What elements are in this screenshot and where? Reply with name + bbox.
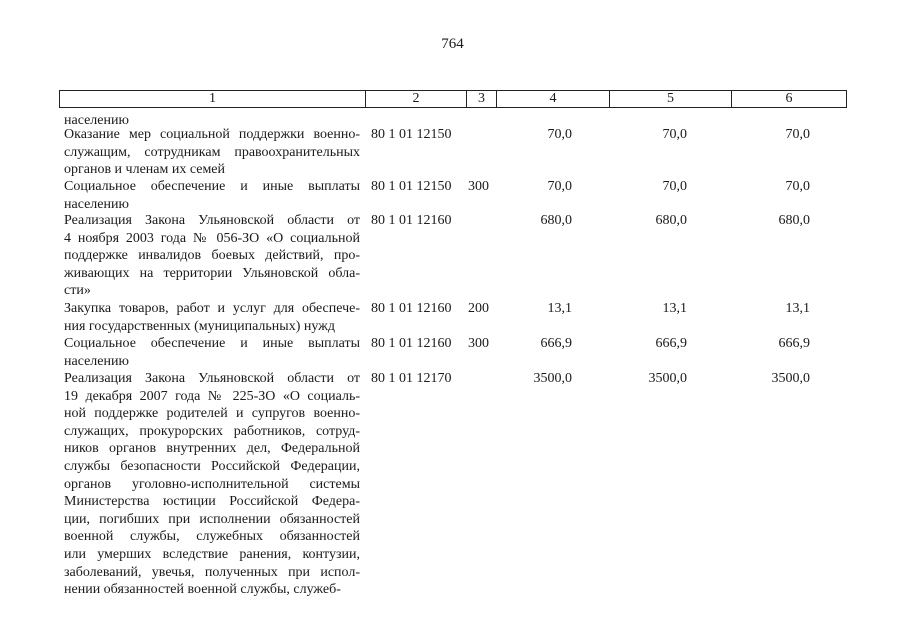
- row-value-2: 13,1: [662, 301, 687, 316]
- row-name: [64, 300, 360, 335]
- row-name-line: Реализация Закона Ульяновской области от: [64, 213, 360, 228]
- row-value-3: 680,0: [778, 213, 810, 228]
- row-name-line: населению: [64, 196, 129, 212]
- row-name-line: Закупка товаров, работ и услуг для обеспече-: [64, 301, 360, 316]
- row-value-2: 70,0: [662, 127, 687, 142]
- row-value-2: 70,0: [662, 179, 687, 194]
- row-code: 80 1 01 12150: [371, 179, 452, 194]
- row-name-line: органов и членам их семей: [64, 162, 226, 178]
- row-value-1: 666,9: [540, 336, 572, 351]
- header-col-2: 2: [366, 91, 467, 107]
- row-name-line: Оказание мер социальной поддержки военно-: [64, 127, 360, 142]
- row-name-line: службы безопасности Российской Федерации,: [64, 458, 360, 474]
- table-header-row: [59, 90, 847, 108]
- header-col-6: 6: [785, 91, 793, 106]
- row-name: [64, 335, 360, 370]
- row-value-3: 70,0: [785, 127, 810, 142]
- row-name-line: нении обязанностей военной службы, служеб-: [64, 582, 341, 598]
- row-name: [64, 212, 360, 300]
- header-col-1: 1: [60, 91, 366, 107]
- row-name-line: военной службы, служебных обязанностей: [64, 529, 360, 545]
- row-name-line: Министерства юстиции Российской Федера-: [64, 494, 360, 510]
- row-value-1: 3500,0: [533, 371, 572, 386]
- row-code: 80 1 01 12160: [371, 213, 452, 228]
- row-value-3: 3500,0: [771, 371, 810, 386]
- row-value-1: 70,0: [547, 127, 572, 142]
- row-name-line: или умерших вследствие ранения, контузии,: [64, 546, 360, 562]
- header-col-5: 5: [610, 91, 732, 107]
- row-code: 80 1 01 12160: [371, 336, 452, 351]
- row-name-line: ции, погибших при исполнении обязанностей: [64, 511, 360, 527]
- row-name-line: сти»: [64, 283, 91, 299]
- row-name-line: Социальное обеспечение и иные выплаты: [64, 179, 360, 194]
- row-value-3: 70,0: [785, 179, 810, 194]
- row-name-line: ников органов внутренних дел, Федеральной: [64, 441, 360, 457]
- row-value-1: 13,1: [547, 301, 572, 316]
- row-name: [64, 126, 360, 179]
- row-value-3: 13,1: [785, 301, 810, 316]
- row-name-line: поддержке инвалидов боевых действий, про-: [64, 248, 360, 264]
- row-code: 80 1 01 12170: [371, 371, 452, 386]
- row-name-line: 4 ноября 2003 года № 056-ЗО «О социальной: [64, 230, 360, 246]
- row-name-line: Реализация Закона Ульяновской области от: [64, 371, 360, 386]
- row-value-2: 3500,0: [648, 371, 687, 386]
- row-value-3: 666,9: [778, 336, 810, 351]
- row-name-line: органов уголовно-исполнительной системы: [64, 476, 360, 492]
- row-name-line: заболеваний, увечья, полученных при испол-: [64, 564, 360, 580]
- row-name-line: ния государственных (муниципальных) нужд: [64, 318, 335, 334]
- row-expense-type: 300: [468, 179, 489, 194]
- row-name: [64, 370, 360, 599]
- row-code: 80 1 01 12150: [371, 127, 452, 142]
- row-value-1: 680,0: [540, 213, 572, 228]
- row-name-line: 19 декабря 2007 года № 225-ЗО «О социаль-: [64, 388, 360, 404]
- row-code: 80 1 01 12160: [371, 301, 452, 316]
- header-col-3: 3: [467, 91, 497, 107]
- row-name-line: населению: [64, 353, 129, 369]
- row-name-line: служащим, сотрудникам правоохранительных: [64, 144, 360, 160]
- row-name-line: населению: [64, 113, 129, 128]
- row-name: [64, 178, 360, 213]
- page-number: 764: [441, 36, 464, 52]
- row-expense-type: 300: [468, 336, 489, 351]
- header-col-4: 4: [497, 91, 610, 107]
- row-value-2: 666,9: [655, 336, 687, 351]
- row-name-line: служащих, прокурорских работников, сотруд-: [64, 423, 360, 439]
- row-name-line: Социальное обеспечение и иные выплаты: [64, 336, 360, 351]
- row-expense-type: 200: [468, 301, 489, 316]
- row-value-2: 680,0: [655, 213, 687, 228]
- row-name-line: ной поддержке родителей и супругов военно-: [64, 406, 360, 422]
- row-value-1: 70,0: [547, 179, 572, 194]
- row-name-line: живающих на территории Ульяновской обла-: [64, 265, 360, 281]
